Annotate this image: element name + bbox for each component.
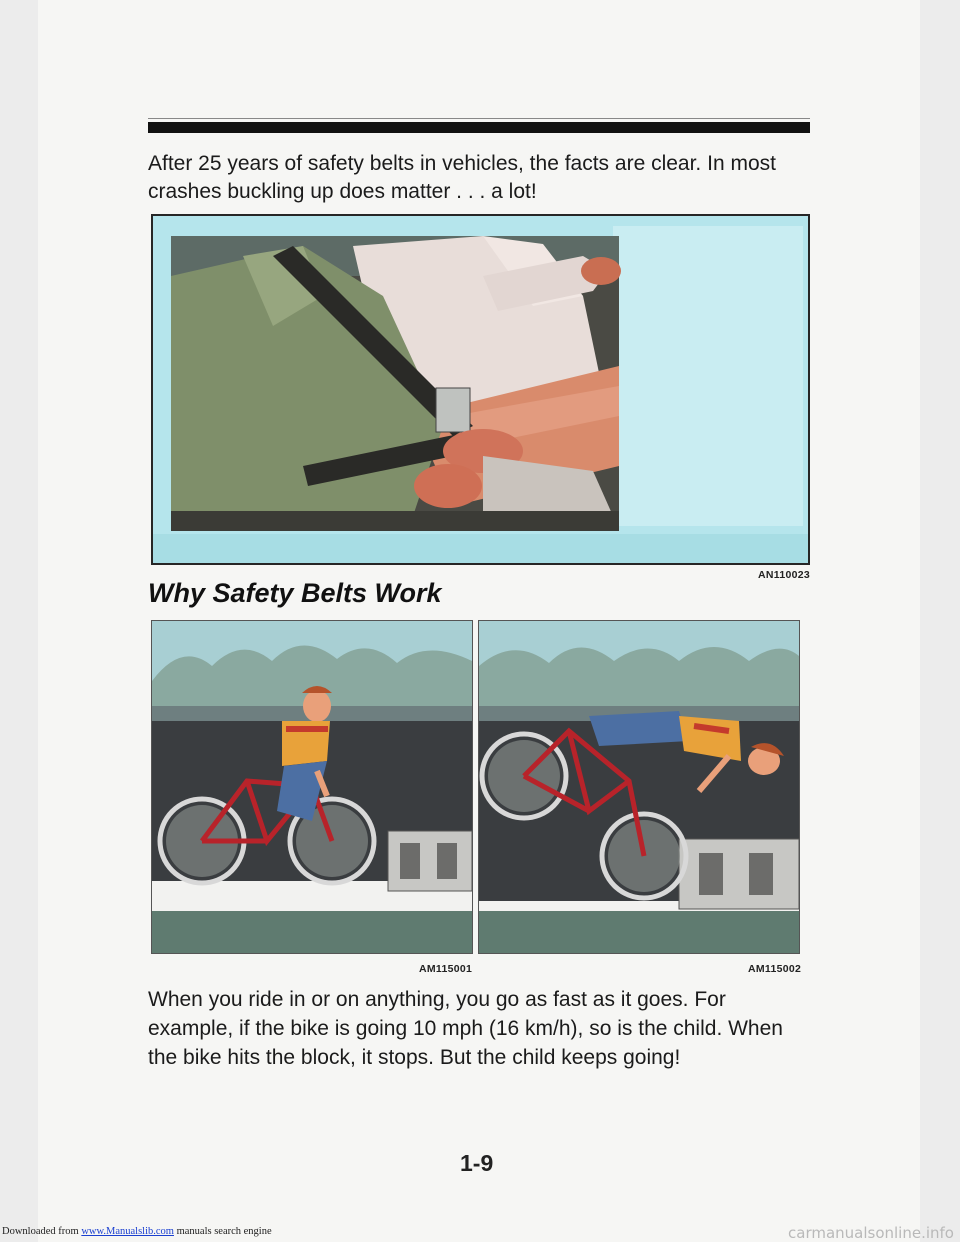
manualslib-link[interactable]: www.Manualslib.com xyxy=(81,1226,174,1237)
figure-code-bike-left: AM115001 xyxy=(419,963,473,975)
bike-crash-illustration xyxy=(478,620,800,954)
site-watermark: carmanualsonline.info xyxy=(788,1224,954,1242)
body-paragraph: When you ride in or on anything, you go as fast as it goes. For example, if the bike is going 10 mph (16 km/h), so is the child. When the bike hits the block, it stops. But the child keeps going! xyxy=(148,988,783,1069)
intro-paragraph: After 25 years of safety belts in vehicles, the facts are clear. In most crashes buckling up does matter . . . a lot! xyxy=(148,152,776,203)
figure-code-belt: AN110023 xyxy=(758,569,811,581)
figure-code-bike-right: AM115002 xyxy=(748,963,802,975)
download-suffix: manuals search engine xyxy=(173,1226,272,1237)
safety-belt-illustration xyxy=(151,214,810,565)
download-prefix: Downloaded from xyxy=(2,1226,82,1237)
page-number: 1-9 xyxy=(460,1150,494,1176)
bike-riding-illustration xyxy=(151,620,473,954)
section-heading: Why Safety Belts Work xyxy=(148,578,442,608)
download-banner xyxy=(2,1226,272,1237)
header-rule xyxy=(148,122,810,133)
